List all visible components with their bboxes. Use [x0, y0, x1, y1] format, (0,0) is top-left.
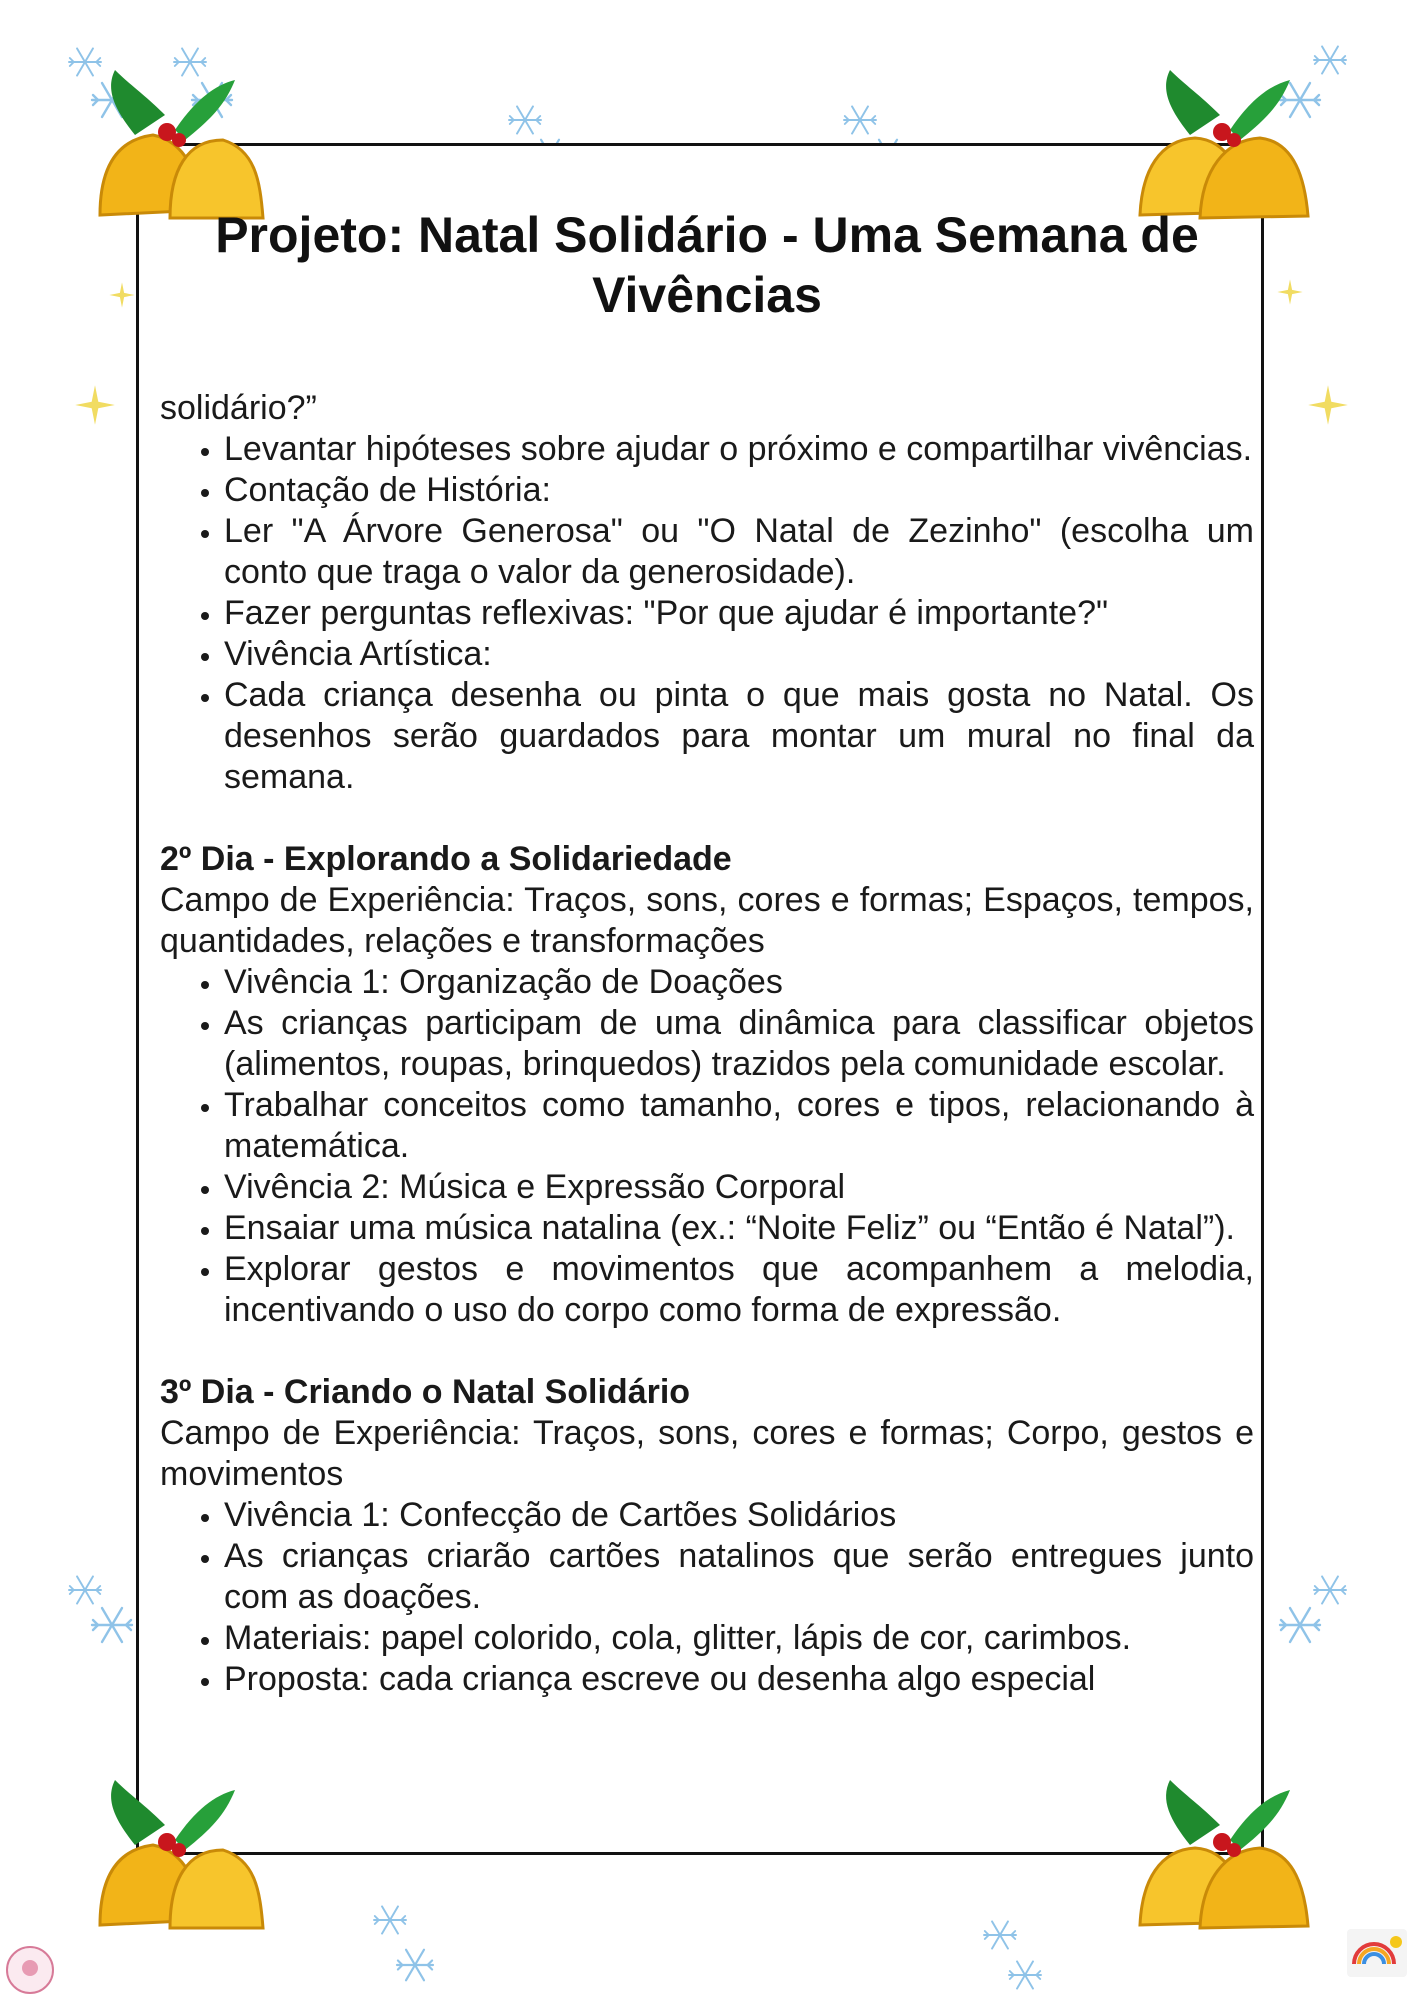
list-item: • Vivência 1: Organização de Doações	[224, 962, 1254, 1003]
bell-holly-top-left	[75, 40, 265, 230]
list-item: • As crianças participam de uma dinâmica para classificar objetos (alimentos, roupas, brinquedos) trazidos pela comunidade escolar.	[224, 1003, 1254, 1085]
bell-icon	[100, 1845, 263, 1928]
day3-heading: 3º Dia - Criando o Natal Solidário	[160, 1373, 691, 1411]
day1-list	[160, 429, 1254, 798]
day3-campo: Campo de Experiência: Traços, sons, cores e formas; Corpo, gestos e movimentos	[160, 1414, 1254, 1493]
list-item: • Vivência 1: Confecção de Cartões Solidários	[224, 1495, 1254, 1536]
sparkle-icon	[1277, 279, 1302, 304]
snowflake-icon	[1280, 1608, 1320, 1642]
day2-campo: Campo de Experiência: Traços, sons, cores e formas; Espaços, tempos, quantidades, relações e transformações	[160, 881, 1254, 960]
document-body	[160, 388, 1254, 1700]
list-item: • Cada criança desenha ou pinta o que mais gosta no Natal. Os desenhos serão guardados para montar um mural no final da semana.	[224, 675, 1254, 798]
sparkle-icon	[109, 282, 134, 307]
page-title: Projeto: Natal Solidário - Uma Semana de Vivências	[215, 207, 1199, 323]
continued-text: solidário?”	[160, 389, 317, 427]
spacer	[160, 798, 1254, 839]
list-item: • As crianças criarão cartões natalinos que serão entregues junto com as doações.	[224, 1536, 1254, 1618]
list-item: • Trabalhar conceitos como tamanho, cores e tipos, relacionando à matemática.	[224, 1085, 1254, 1167]
snowflake-icon	[92, 1608, 132, 1642]
list-item: • Vivência Artística:	[224, 634, 1254, 675]
sparkle-icon	[75, 385, 115, 425]
list-item: • Levantar hipóteses sobre ajudar o próximo e compartilhar vivências.	[224, 429, 1254, 470]
snowflake-icon	[984, 1921, 1016, 1948]
snowflake-icon	[397, 1950, 433, 1981]
list-item: • Explorar gestos e movimentos que acompanhem a melodia, incentivando o uso do corpo como forma de expressão.	[224, 1249, 1254, 1331]
bell-holly-top-right	[1130, 40, 1320, 230]
list-item: • Proposta: cada criança escreve ou desenha algo especial	[224, 1659, 1254, 1700]
bell-icon	[1140, 1848, 1308, 1928]
spacer	[160, 1331, 1254, 1372]
snowflake-icon	[1009, 1961, 1041, 1988]
logo-icon	[4, 1944, 56, 1996]
list-item: • Contação de História:	[224, 470, 1254, 511]
sparkle-icon	[1308, 385, 1348, 425]
snowflake-icon	[69, 1576, 101, 1603]
day2-heading: 2º Dia - Explorando a Solidariedade	[160, 840, 732, 878]
snowflake-icon	[844, 106, 876, 133]
day2-list	[160, 962, 1254, 1331]
bell-holly-bottom-right	[1130, 1750, 1320, 1940]
logo-icon	[1346, 1928, 1408, 1978]
snowflake-icon	[1314, 1576, 1346, 1603]
list-item: • Materiais: papel colorido, cola, glitter, lápis de cor, carimbos.	[224, 1618, 1254, 1659]
list-item: • Vivência 2: Música e Expressão Corporal	[224, 1167, 1254, 1208]
day3-list	[160, 1495, 1254, 1700]
list-item: • Ler "A Árvore Generosa" ou "O Natal de Zezinho" (escolha um conto que traga o valor da generosidade).	[224, 511, 1254, 593]
snowflake-icon	[509, 106, 541, 133]
snowflake-icon	[374, 1906, 406, 1933]
list-item: • Ensaiar uma música natalina (ex.: “Noite Feliz” ou “Então é Natal”).	[224, 1208, 1254, 1249]
list-item: • Fazer perguntas reflexivas: "Por que ajudar é importante?"	[224, 593, 1254, 634]
bell-holly-bottom-left	[75, 1750, 265, 1940]
